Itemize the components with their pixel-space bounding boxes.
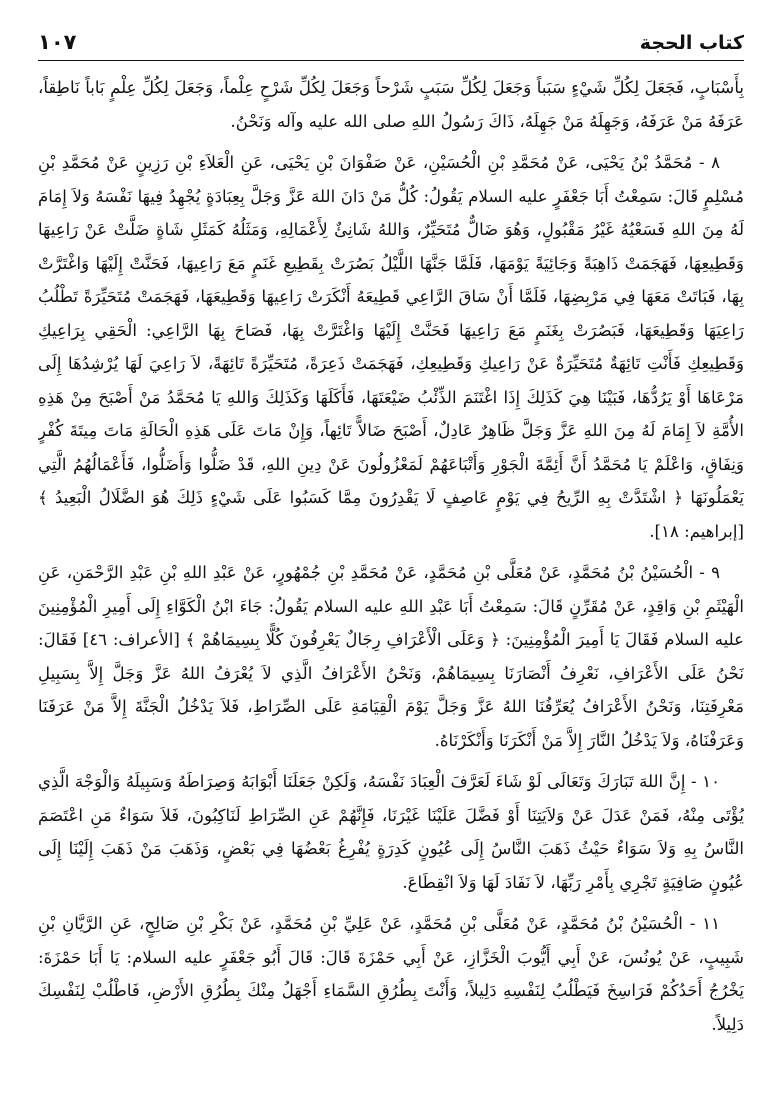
hadith-9: ٩ - الْحُسَيْنُ بْنُ مُحَمَّدٍ، عَنْ مُعَلَّى بْنِ مُحَمَّدٍ، عَنْ مُحَمَّدِ بْنِ جُمْهُورٍ، عَنْ عَبْدِ اللهِ بْنِ عَبْدِ الرَّحْمَنِ، عَنِ الْهَيْثَمِ بْنِ وَاقِدٍ، عَنْ مُقَرِّنٍ قَالَ: سَمِعْتُ أَبَا عَبْدِ اللهِ عليه السلام يَقُولُ: جَاءَ ابْنُ الْكَوَّاءِ إِلَى أَمِيرِ الْمُؤْمِنِينَ عليه السلام فَقَالَ يَا أَمِيرَ الْمُؤْمِنِينَ: ﴿ وَعَلَى الْأَعْرَافِ رِجَالٌ يَعْرِفُونَ كُلًّا بِسِيمَاهُمْ ﴾ [الأعراف: ٤٦] فَقَالَ: نَحْنُ عَلَى الأَعْرَافِ، نَعْرِفُ أَنْصَارَنَا بِسِيمَاهُمْ، وَنَحْنُ الأَعْرَافُ الَّذِي لاَ يُعْرَفُ اللهُ عَزَّ وَجَلَّ إِلاَّ بِسَبِيلِ مَعْرِفَتِنَا، وَنَحْنُ الأَعْرَافُ يُعَرِّفُنَا اللهُ عَزَّ وَجَلَّ يَوْمَ الْقِيَامَةِ عَلَى الصِّرَاطِ، فَلاَ يَدْخُلُ الْجَنَّةَ إِلاَّ مَنْ عَرَفَنَا وَعَرَفْنَاهُ، وَلاَ يَدْخُلُ النَّارَ إِلاَّ مَنْ أَنْكَرَنَا وَأَنْكَرْنَاهُ.: [38, 563, 744, 750]
book-page: [38, 28, 744, 1088]
running-header: [38, 28, 744, 61]
hadith-11: ١١ - الْحُسَيْنُ بْنُ مُحَمَّدٍ، عَنْ مُعَلَّى بْنِ مُحَمَّدٍ، عَنْ عَلِيِّ بْنِ مُحَمَّدٍ، عَنْ بَكْرِ بْنِ صَالِحٍ، عَنِ الرَّيَّانِ بْنِ شَبِيبٍ، عَنْ يُونُسَ، عَنْ أَبِي أَيُّوبَ الْخَزَّازِ، عَنْ أَبِي حَمْزَةَ قَالَ: قَالَ أَبُو جَعْفَرٍ عليه السلام: يَا أَبَا حَمْزَةَ: يَخْرُجُ أَحَدُكُمْ فَرَاسِخَ فَيَطْلُبُ لِنَفْسِهِ دَلِيلاً، وَأَنْتَ بِطُرُقِ السَّمَاءِ أَجْهَلُ مِنْكَ بِطُرُقِ الأَرْضِ، فَاطْلُبْ لِنَفْسِكَ دَلِيلاً.: [38, 914, 744, 1034]
page-number: ١٠٧: [38, 30, 77, 54]
paragraph-continuation: بِأَسْبَابٍ، فَجَعَلَ لِكُلِّ شَيْءٍ سَبَباً وَجَعَلَ لِكُلِّ سَبَبٍ شَرْحاً وَجَعَلَ لِكُلِّ شَرْحٍ عِلْماً، وَجَعَلَ لِكُلِّ عِلْمٍ بَاباً نَاطِقاً، عَرَفَهُ مَنْ عَرَفَهُ، وَجَهِلَهُ مَنْ جَهِلَهُ، ذَاكَ رَسُولُ اللهِ صلى الله عليه وآله وَنَحْنُ.: [38, 78, 744, 131]
hadith-10: ١٠ - إِنَّ اللهَ تَبَارَكَ وَتَعَالَى لَوْ شَاءَ لَعَرَّفَ الْعِبَادَ نَفْسَهُ، وَلَكِنْ جَعَلَنَا أَبْوَابَهُ وَصِرَاطَهُ وَسَبِيلَهُ وَالْوَجْهَ الَّذِي يُؤْتَى مِنْهُ، فَمَنْ عَدَلَ عَنْ وَلاَيَتِنَا أَوْ فَضَّلَ عَلَيْنَا غَيْرَنَا، فَإِنَّهُمْ عَنِ الصِّرَاطِ لَنَاكِبُونَ، فَلاَ سَوَاءٌ مَنِ اعْتَصَمَ النَّاسُ بِهِ وَلاَ سَوَاءٌ حَيْثُ ذَهَبَ النَّاسُ إِلَى عُيُونٍ كَدِرَةٍ يُفْرِغُ بَعْضُهَا فِي بَعْضٍ، وَذَهَبَ مَنْ ذَهَبَ إِلَيْنَا إِلَى عُيُونٍ صَافِيَةٍ تَجْرِي بِأَمْرِ رَبِّهَا، لاَ نَفَادَ لَهَا وَلاَ انْقِطَاعَ.: [38, 772, 744, 892]
book-title: كتاب الحجة: [639, 32, 744, 54]
hadith-text: [38, 71, 744, 1041]
hadith-8: ٨ - مُحَمَّدُ بْنُ يَحْيَى، عَنْ مُحَمَّدِ بْنِ الْحُسَيْنِ، عَنْ صَفْوَانَ بْنِ يَحْيَى، عَنِ الْعَلاَءِ بْنِ رَزِينٍ عَنْ مُحَمَّدِ بْنِ مُسْلِمٍ قَالَ: سَمِعْتُ أَبَا جَعْفَرٍ عليه السلام يَقُولُ: كُلُّ مَنْ دَانَ اللهَ عَزَّ وَجَلَّ بِعِبَادَةٍ يُجْهِدُ فِيهَا نَفْسَهُ وَلاَ إِمَامَ لَهُ مِنَ اللهِ فَسَعْيُهُ غَيْرُ مَقْبُولٍ، وَهُوَ ضَالٌّ مُتَحَيِّرٌ، وَاللهُ شَانِئٌ لِأَعْمَالِهِ، وَمَثَلُهُ كَمَثَلِ شَاةٍ ضَلَّتْ عَنْ رَاعِيهَا وَقَطِيعِهَا، فَهَجَمَتْ ذَاهِبَةً وَجَائِيَةً يَوْمَهَا، فَلَمَّا جَنَّهَا اللَّيْلُ بَصُرَتْ بِقَطِيعِ غَنَمٍ مَعَ رَاعِيهَا، فَحَنَّتْ إِلَيْهَا وَاغْتَرَّتْ بِهَا، فَبَاتَتْ مَعَهَا فِي مَرْبِضِهَا، فَلَمَّا أَنْ سَاقَ الرَّاعِي قَطِيعَهُ أَنْكَرَتْ رَاعِيهَا وَقَطِيعَهَا، فَهَجَمَتْ مُتَحَيِّرَةً تَطْلُبُ رَاعِيَهَا وَقَطِيعَهَا، فَبَصُرَتْ بِغَنَمٍ مَعَ رَاعِيهَا فَحَنَّتْ إِلَيْهَا وَاغْتَرَّتْ بِهَا، فَصَاحَ بِهَا الرَّاعِي: الْحَقِي بِرَاعِيكِ وَقَطِيعِكِ فَأَنْتِ تَائِهَةٌ مُتَحَيِّرَةٌ عَنْ رَاعِيكِ وَقَطِيعِكِ، فَهَجَمَتْ ذَعِرَةً، مُتَحَيِّرَةً تَائِهَةً، لاَ رَاعِيَ لَهَا يُرْشِدُهَا إِلَى مَرْعَاهَا أَوْ يَرُدُّهَا، فَبَيْنَا هِيَ كَذَلِكَ إِذَا اغْتَنَمَ الذِّئْبُ ضَيْعَتَهَا، فَأَكَلَهَا وَكَذَلِكَ وَاللهِ يَا مُحَمَّدُ مَنْ أَصْبَحَ مِنْ هَذِهِ الأُمَّةِ لاَ إِمَامَ لَهُ مِنَ اللهِ عَزَّ وَجَلَّ ظَاهِرٌ عَادِلٌ، أَصْبَحَ ضَالاًّ تَائِهاً، وَإِنْ مَاتَ عَلَى هَذِهِ الْحَالَةِ مَاتَ مِيتَةَ كُفْرٍ وَنِفَاقٍ، وَاعْلَمْ يَا مُحَمَّدُ أَنَّ أَئِمَّةَ الْجَوْرِ وَأَتْبَاعَهُمْ لَمَعْزُولُونَ عَنْ دِينِ اللهِ، قَدْ ضَلُّوا وَأَضَلُّوا، فَأَعْمَالُهُمُ الَّتِي يَعْمَلُونَهَا ﴿ اشْتَدَّتْ بِهِ الرِّيحُ فِي يَوْمٍ عَاصِفٍ لَا يَقْدِرُونَ مِمَّا كَسَبُوا عَلَى شَيْءٍ ذَلِكَ هُوَ الضَّلَالُ الْبَعِيدُ ﴾ [إبراهيم: ١٨].: [38, 153, 744, 541]
